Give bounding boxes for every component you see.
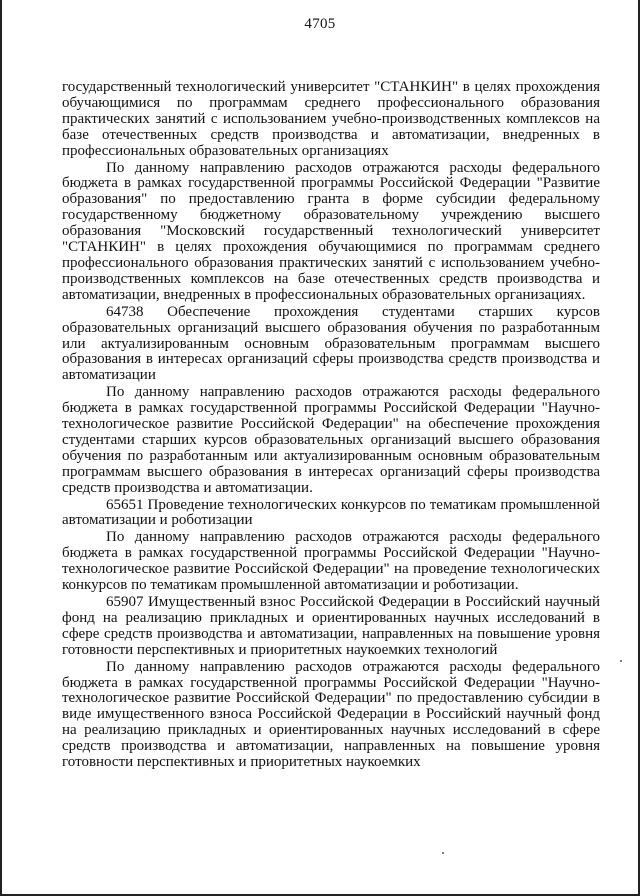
scan-speck [620,660,622,662]
paragraph-code-entry: 65907 Имущественный взнос Российской Федерации в Российский научный фонд на реализацию прикладных и ориентированных научных исследований в сфере средств производства и автоматизации, направленных на повышение уровня готовности перспективных и приоритетных наукоемких технологий [62,594,600,658]
document-body [62,80,600,771]
paragraph-description: По данному направлению расходов отражаются расходы федерального бюджета в рамках государственной программы Российской Федерации "Научно-технологическое развитие Российской Федерации" на проведение технологических конкурсов по тематикам промышленной автоматизации и роботизации. [62,529,600,594]
paragraph-description: По данному направлению расходов отражаются расходы федерального бюджета в рамках государственной программы Российской Федерации "Научно-технологическое развитие Российской Федерации" по предоставлению субсидии в виде имущественного взноса Российской Федерации в Российский научный фонд на реализацию прикладных и ориентированных научных исследований в сфере средств производства и автоматизации, направленных на повышение уровня готовности перспективных и приоритетных наукоемких [62,658,600,771]
paragraph-code-entry: 64738 Обеспечение прохождения студентами старших курсов образовательных организаций высшего образования обучения по разработанным или актуализированным основным образовательным программам высшего образования в интересах организаций сферы производства средств производства и автоматизации [62,303,600,384]
scan-speck [442,852,444,854]
paragraph-description: По данному направлению расходов отражаются расходы федерального бюджета в рамках государственной программы Российской Федерации "Научно-технологическое развитие Российской Федерации" на обеспечение прохождения студентами старших курсов образовательных организаций высшего образования обучения по разработанным или актуализированным основным образовательным программам высшего образования в интересах организаций сферы производства средств производства и автоматизации. [62,384,600,496]
paragraph-continuation: государственный технологический университет "СТАНКИН" в целях прохождения обучающимися по программам среднего профессионального образования практических занятий с использованием учебно-производственных комплексов на базе отечественных средств производства и автоматизации, внедренных в профессиональных образовательных организациях [62,79,600,159]
paragraph-code-entry: 65651 Проведение технологических конкурсов по тематикам промышленной автоматизации и роботизации [62,496,600,529]
paragraph-description: По данному направлению расходов отражаются расходы федерального бюджета в рамках государственной программы Российской Федерации "Развитие образования" по предоставлению гранта в форме субсидии федеральному государственному бюджетному образовательному учреждению высшего образования "Московский государственный технологический университет "СТАНКИН" в целях прохождения обучающимися по программам среднего профессионального образования практических занятий с использованием учебно-производственных комплексов на базе отечественных средств производства и автоматизации, внедренных в профессиональных образовательных организациях. [62,159,600,303]
page-number: 4705 [304,16,336,32]
